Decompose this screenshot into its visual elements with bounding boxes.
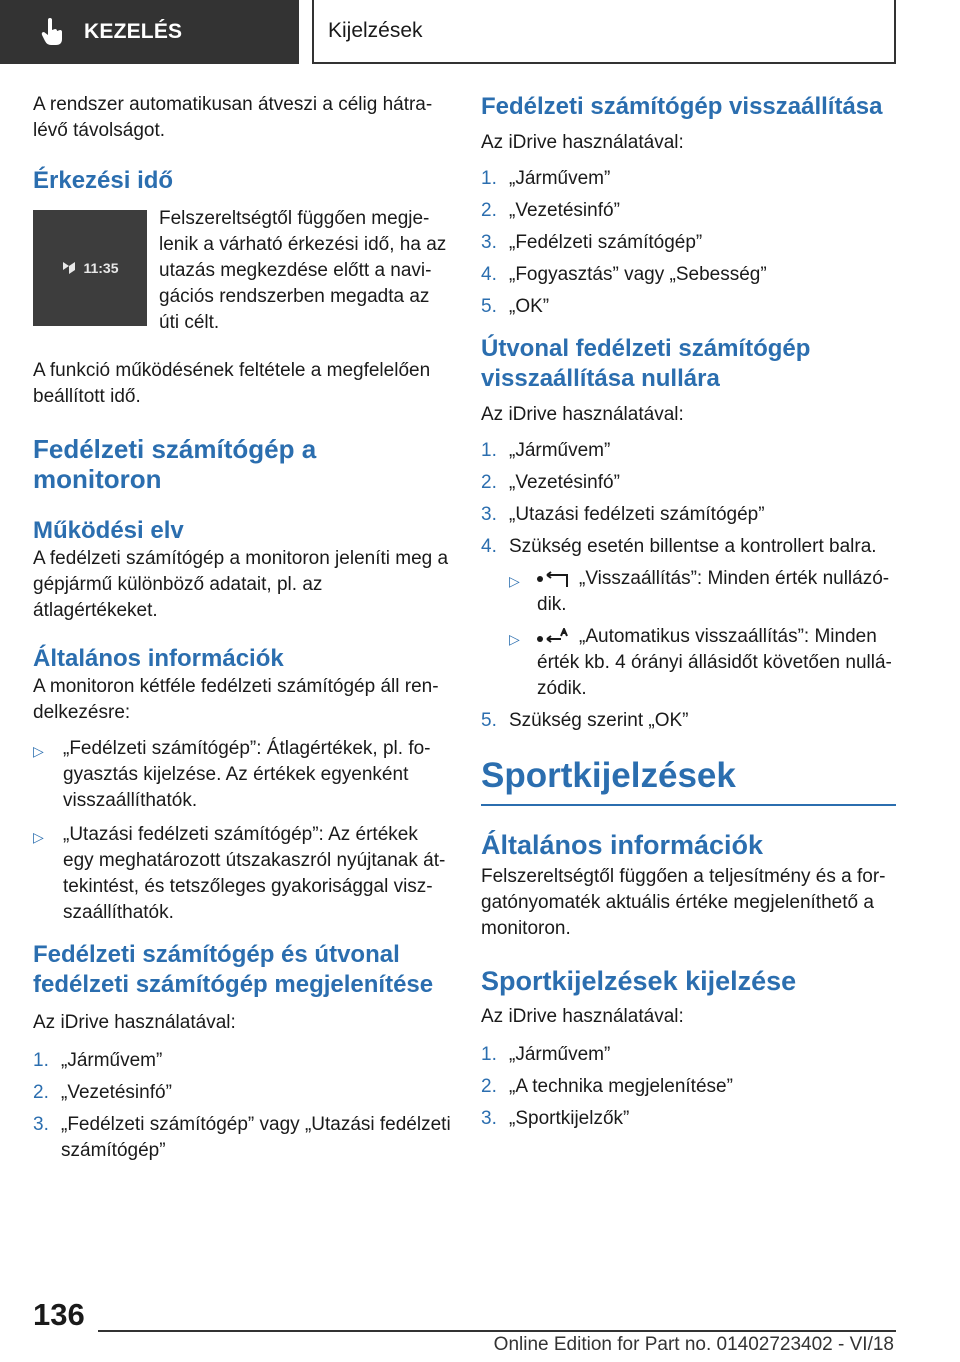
list-item: 3. „Sportkijelzők” (481, 1106, 896, 1132)
list-item: 5. Szükség szerint „OK” (481, 708, 896, 734)
triangle-bullet-icon: ▷ (509, 631, 520, 647)
sport-intro: Az iDrive használatával: (481, 1006, 684, 1027)
obc-type-list (33, 736, 451, 926)
step-text: „Vezetésinfó” (509, 472, 620, 493)
note-text: A funkció működésének feltétele a megfelelően beállított idő. (33, 360, 431, 407)
triangle-bullet-icon: ▷ (33, 829, 44, 845)
display-steps (33, 1048, 451, 1164)
right-column (481, 92, 896, 1138)
trip-heading: Útvonal fedélzeti számítógép visszaállítása nullára (481, 335, 811, 392)
hand-pointer-icon (38, 17, 68, 47)
sport-general-heading: Általános információk (481, 830, 764, 860)
triangle-bullet-icon: ▷ (509, 573, 520, 589)
intro-text: A rendszer automatikusan átveszi a célig hátralévő távolságot. (33, 94, 433, 141)
principle-text: A fedélzeti számítógép a monitoron jeleníti meg a gépjármű különböző adatait, pl. az átlagértékeket. (33, 548, 449, 621)
step-text: „Járművem” (509, 440, 611, 461)
list-item: 2. „A technika megjelenítése” (481, 1074, 896, 1100)
chapter-label: KEZELÉS (84, 20, 183, 43)
step-text: „A technika megjelenítése” (509, 1076, 733, 1097)
reset-intro: Az iDrive használatával: (481, 132, 684, 153)
step-text: „Sportkijelzők” (509, 1108, 630, 1129)
step-text: „Járművem” (61, 1050, 163, 1071)
list-item: 1. „Járművem” (481, 1042, 896, 1068)
list-item: 2. „Vezetésinfó” (481, 470, 896, 496)
sport-general-text: Felszereltségtől függően a teljesítmény és a forgatónyomaték aktuális értéke megjeleníthető a monitoron. (481, 866, 886, 939)
general-heading: Általános információk (33, 645, 284, 672)
list-item: 4. Szükség esetén billentse a kontrollert balra. (481, 534, 896, 560)
step-text: Szükség szerint „OK” (509, 710, 689, 731)
step-text: Szükség esetén billentse a kontrollert balra. (509, 536, 877, 557)
list-item: 1. „Járművem” (33, 1048, 451, 1074)
sport-display-heading: Sportkijelzések kijelzése (481, 966, 797, 996)
list-item (509, 624, 896, 702)
list-item: 3. „Fedélzeti számítógép” vagy „Utazási fedélzeti számítógép” (33, 1112, 451, 1164)
sport-heading: Sportkijelzések (481, 754, 896, 806)
arrival-heading: Érkezési idő (33, 167, 174, 194)
sub-text: „Automatikus visszaállítás”: Minden érték kb. 4 órányi állásidőt követően nullázódik. (537, 626, 892, 699)
triangle-bullet-icon: ▷ (33, 743, 44, 759)
trip-steps-cont (481, 708, 896, 734)
reset-heading: Fedélzeti számítógép visszaállítása (481, 93, 883, 120)
step-text: „Fedélzeti számítógép” vagy „Utazási fedélzeti számítógép” (61, 1114, 451, 1161)
arrival-text: Felszereltségtől függően megjelenik a várható érkezési idő, ha az utazás megkezdése előtt a navigációs rendszerben megadta az úti célt. (159, 208, 447, 333)
bullet-text: „Fedélzeti számítógép”: Átlagértékek, pl. fogyasztás kijelzése. Az értékek egyenként visszaállíthatók. (63, 738, 431, 811)
step-text: „OK” (509, 296, 550, 317)
step-text: „Utazási fedélzeti számítógép” (509, 504, 765, 525)
flag-icon (61, 260, 77, 276)
chapter-tab (0, 0, 299, 64)
general-text: A monitoron kétféle fedélzeti számítógép áll rendelkezésre: (33, 676, 439, 723)
sport-steps (481, 1042, 896, 1132)
reset-icon (537, 570, 569, 588)
footer-divider (98, 1330, 896, 1332)
display-intro: Az iDrive használatával: (33, 1012, 236, 1033)
auto-reset-icon (537, 628, 569, 646)
list-item: 3. „Utazási fedélzeti számítógép” (481, 502, 896, 528)
list-item (509, 566, 896, 618)
edition-text: Online Edition for Part no. 01402723402 - VI/18 (493, 1334, 894, 1355)
step-text: „Járművem” (509, 168, 611, 189)
arrival-time-image (33, 210, 147, 326)
list-item: 2. „Vezetésinfó” (481, 198, 896, 224)
step-text: „Járművem” (509, 1044, 611, 1065)
trip-sub-list (509, 566, 896, 702)
reset-steps (481, 166, 896, 320)
trip-steps (481, 438, 896, 560)
list-item (33, 822, 451, 926)
list-item (33, 736, 451, 814)
list-item: 3. „Fedélzeti számítógép” (481, 230, 896, 256)
arrival-block (33, 206, 451, 336)
obc-heading: Fedélzeti számítógép a monitoron (33, 434, 317, 494)
list-item: 4. „Fogyasztás” vagy „Sebesség” (481, 262, 896, 288)
trip-intro: Az iDrive használatával: (481, 404, 684, 425)
bullet-text: „Utazási fedélzeti számítógép”: Az értékek egy meghatározott útszakaszról nyújtanak áttekintést, és tetszőleges gyakorisággal viszszaállíthatók. (63, 824, 446, 923)
page-header (0, 0, 960, 66)
step-text: „Fedélzeti számítógép” (509, 232, 703, 253)
left-column (33, 92, 451, 1170)
list-item: 1. „Járművem” (481, 166, 896, 192)
display-heading: Fedélzeti számítógép és útvonal fedélzeti számítógép megjelenítése (33, 941, 434, 998)
step-text: „Vezetésinfó” (61, 1082, 172, 1103)
list-item: 2. „Vezetésinfó” (33, 1080, 451, 1106)
step-text: „Fogyasztás” vagy „Sebesség” (509, 264, 767, 285)
page-number: 136 (33, 1297, 85, 1332)
section-title: Kijelzések (312, 0, 896, 64)
list-item: 1. „Járművem” (481, 438, 896, 464)
step-text: „Vezetésinfó” (509, 200, 620, 221)
list-item: 5. „OK” (481, 294, 896, 320)
sub-text: „Visszaállítás”: Minden érték nullázódik. (537, 568, 890, 615)
principle-heading: Működési elv (33, 517, 184, 544)
arrival-time-value: 11:35 (83, 260, 119, 276)
